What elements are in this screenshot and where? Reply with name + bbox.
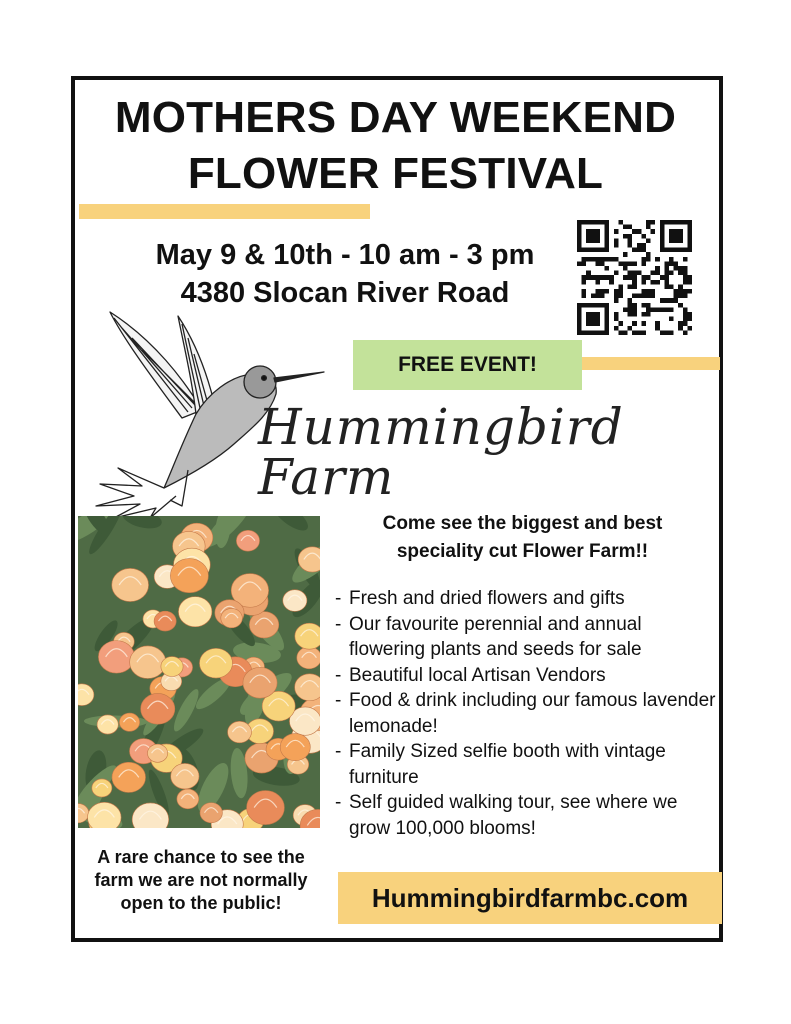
rare-chance-note: A rare chance to see the farm we are not normally open to the public! (94, 847, 308, 913)
title-line-2: FLOWER FESTIVAL (187, 149, 604, 198)
title-line-1: MOTHERS DAY WEEKEND (114, 93, 677, 142)
tulip-bouquet-photo (78, 516, 320, 828)
list-item: - Family Sized selfie booth with vintage furniture (333, 739, 718, 790)
list-item: - Our favourite perennial and annual flowering plants and seeds for sale (333, 612, 718, 663)
event-dates: May 9 & 10th - 10 am - 3 pm (155, 239, 535, 271)
list-item: - Food & drink including our famous lavender lemonade! (333, 688, 718, 739)
free-event-badge: FREE EVENT! (353, 340, 582, 390)
farm-name-logo: Hummingbird Farm (258, 398, 624, 506)
list-item: - Fresh and dried flowers and gifts (333, 586, 718, 612)
list-item: - Beautiful local Artisan Vendors (333, 663, 718, 689)
features-list (333, 586, 718, 841)
event-address: 4380 Slocan River Road (180, 277, 510, 309)
list-item: - Self guided walking tour, see where we grow 100,000 blooms! (333, 790, 718, 841)
headline: Come see the biggest and best speciality cut Flower Farm!! (382, 513, 663, 562)
website-link[interactable]: Hummingbirdfarmbc.com (338, 872, 722, 924)
yellow-accent-bar-top (79, 204, 370, 219)
qr-code-icon[interactable] (577, 220, 692, 335)
